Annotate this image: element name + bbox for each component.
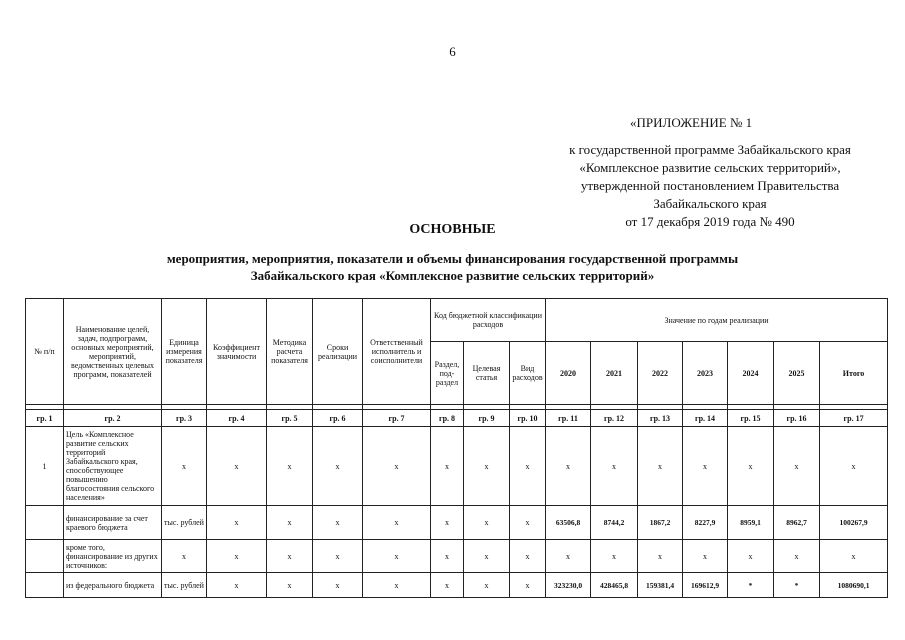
column-number: гр. 4 [207,410,267,427]
header-method: Методика расчета показателя [267,299,313,405]
row-responsible: x [363,427,431,506]
row-responsible: x [363,506,431,540]
row-value: 169612,9 [683,573,728,598]
row-coef: x [207,506,267,540]
row-total: x [820,540,888,573]
subtitle-line: Забайкальского края «Комплексное развитие сельских территорий» [250,268,655,283]
column-number: гр. 13 [638,410,683,427]
header-section: Раздел, под-раздел [431,342,464,405]
column-number: гр. 17 [820,410,888,427]
row-responsible: x [363,573,431,598]
row-target: x [464,427,510,506]
row-name: финансирование за счет краевого бюджета [64,506,162,540]
row-section: x [431,427,464,506]
program-table [25,298,888,598]
header-responsible: Ответственный исполнитель и соисполнители [363,299,431,405]
row-exp-type: x [510,540,546,573]
row-value: x [638,427,683,506]
row-terms: x [313,573,363,598]
row-section: x [431,540,464,573]
column-number: гр. 10 [510,410,546,427]
row-value: x [546,427,591,506]
row-value: * [728,573,774,598]
row-unit: x [162,540,207,573]
row-value: 323230,0 [546,573,591,598]
row-method: x [267,540,313,573]
row-num [26,573,64,598]
header-year: 2023 [683,342,728,405]
header-years-group: Значение по годам реализации [546,299,888,342]
approval-line: к государственной программе Забайкальского края [569,142,851,157]
header-row [26,299,888,342]
header-year: 2024 [728,342,774,405]
header-year: 2022 [638,342,683,405]
row-target: x [464,506,510,540]
approval-line: Забайкальского края [653,196,767,211]
row-exp-type: x [510,427,546,506]
row-value: x [683,427,728,506]
table-row [26,506,888,540]
row-method: x [267,427,313,506]
row-name: из федерального бюджета [64,573,162,598]
header-target: Целевая статья [464,342,510,405]
row-target: x [464,573,510,598]
table-row [26,427,888,506]
row-value: x [774,540,820,573]
row-value: 8962,7 [774,506,820,540]
row-num: 1 [26,427,64,506]
appendix-label: «ПРИЛОЖЕНИЕ № 1 [630,115,753,130]
approval-line: утвержденной постановлением Правительства [580,178,840,193]
row-coef: x [207,573,267,598]
row-value: x [591,427,638,506]
row-total: x [820,427,888,506]
row-value: 8227,9 [683,506,728,540]
row-value: x [728,427,774,506]
column-number: гр. 14 [683,410,728,427]
row-exp-type: x [510,573,546,598]
header-coef: Коэффициент значимости [207,299,267,405]
row-terms: x [313,506,363,540]
approval-line: от 17 декабря 2019 года № 490 [625,214,795,229]
row-section: x [431,506,464,540]
column-number: гр. 9 [464,410,510,427]
header-name: Наименование целей, задач, подпрограмм, основных мероприятий, мероприятий, ведомственных целевых программ, показателей [64,299,162,405]
row-num [26,540,64,573]
column-number: гр. 5 [267,410,313,427]
column-number-row [26,410,888,427]
column-number: гр. 12 [591,410,638,427]
column-number: гр. 16 [774,410,820,427]
row-name: Цель «Комплексное развитие сельских территорий Забайкальского края, способствующее повышению благосостояния сельского населения» [64,427,162,506]
row-unit: x [162,427,207,506]
row-value: 8744,2 [591,506,638,540]
row-target: x [464,540,510,573]
table-row [26,540,888,573]
row-coef: x [207,540,267,573]
header-terms: Сроки реализации [313,299,363,405]
column-number: гр. 15 [728,410,774,427]
row-value: * [774,573,820,598]
column-number: гр. 3 [162,410,207,427]
row-value: x [683,540,728,573]
header-budget-group: Код бюджетной классификации расходов [431,299,546,342]
row-total: 1080690,1 [820,573,888,598]
subtitle-line: мероприятия, мероприятия, показатели и объемы финансирования государственной программы [166,251,739,266]
header-unit: Единица измерения показателя [162,299,207,405]
row-value: x [638,540,683,573]
row-responsible: x [363,540,431,573]
column-number: гр. 2 [64,410,162,427]
column-number: гр. 7 [363,410,431,427]
row-value: x [728,540,774,573]
header-total: Итого [820,342,888,405]
row-value: x [591,540,638,573]
row-num [26,506,64,540]
approval-line: «Комплексное развитие сельских территорий», [579,160,841,175]
column-number: гр. 11 [546,410,591,427]
row-value: 159381,4 [638,573,683,598]
row-terms: x [313,540,363,573]
row-value: x [774,427,820,506]
row-coef: x [207,427,267,506]
row-total: 100267,9 [820,506,888,540]
row-method: x [267,573,313,598]
header-year: 2020 [546,342,591,405]
row-method: x [267,506,313,540]
row-value: 1867,2 [638,506,683,540]
row-name: кроме того, финансирование из других источников: [64,540,162,573]
page-number: 6 [449,44,456,59]
column-number: гр. 8 [431,410,464,427]
approval-block [545,141,875,231]
document-title: ОСНОВНЫЕ [409,222,496,237]
header-num: № п/п [26,299,64,405]
header-year: 2025 [774,342,820,405]
row-value: x [546,540,591,573]
row-value: 63506,8 [546,506,591,540]
column-number: гр. 1 [26,410,64,427]
table-row [26,573,888,598]
row-exp-type: x [510,506,546,540]
row-unit: тыс. рублей [162,573,207,598]
header-exp-type: Вид расходов [510,342,546,405]
row-value: 8959,1 [728,506,774,540]
row-unit: тыс. рублей [162,506,207,540]
row-value: 428465,8 [591,573,638,598]
row-section: x [431,573,464,598]
column-number: гр. 6 [313,410,363,427]
header-year: 2021 [591,342,638,405]
document-subtitle [0,250,905,284]
row-terms: x [313,427,363,506]
